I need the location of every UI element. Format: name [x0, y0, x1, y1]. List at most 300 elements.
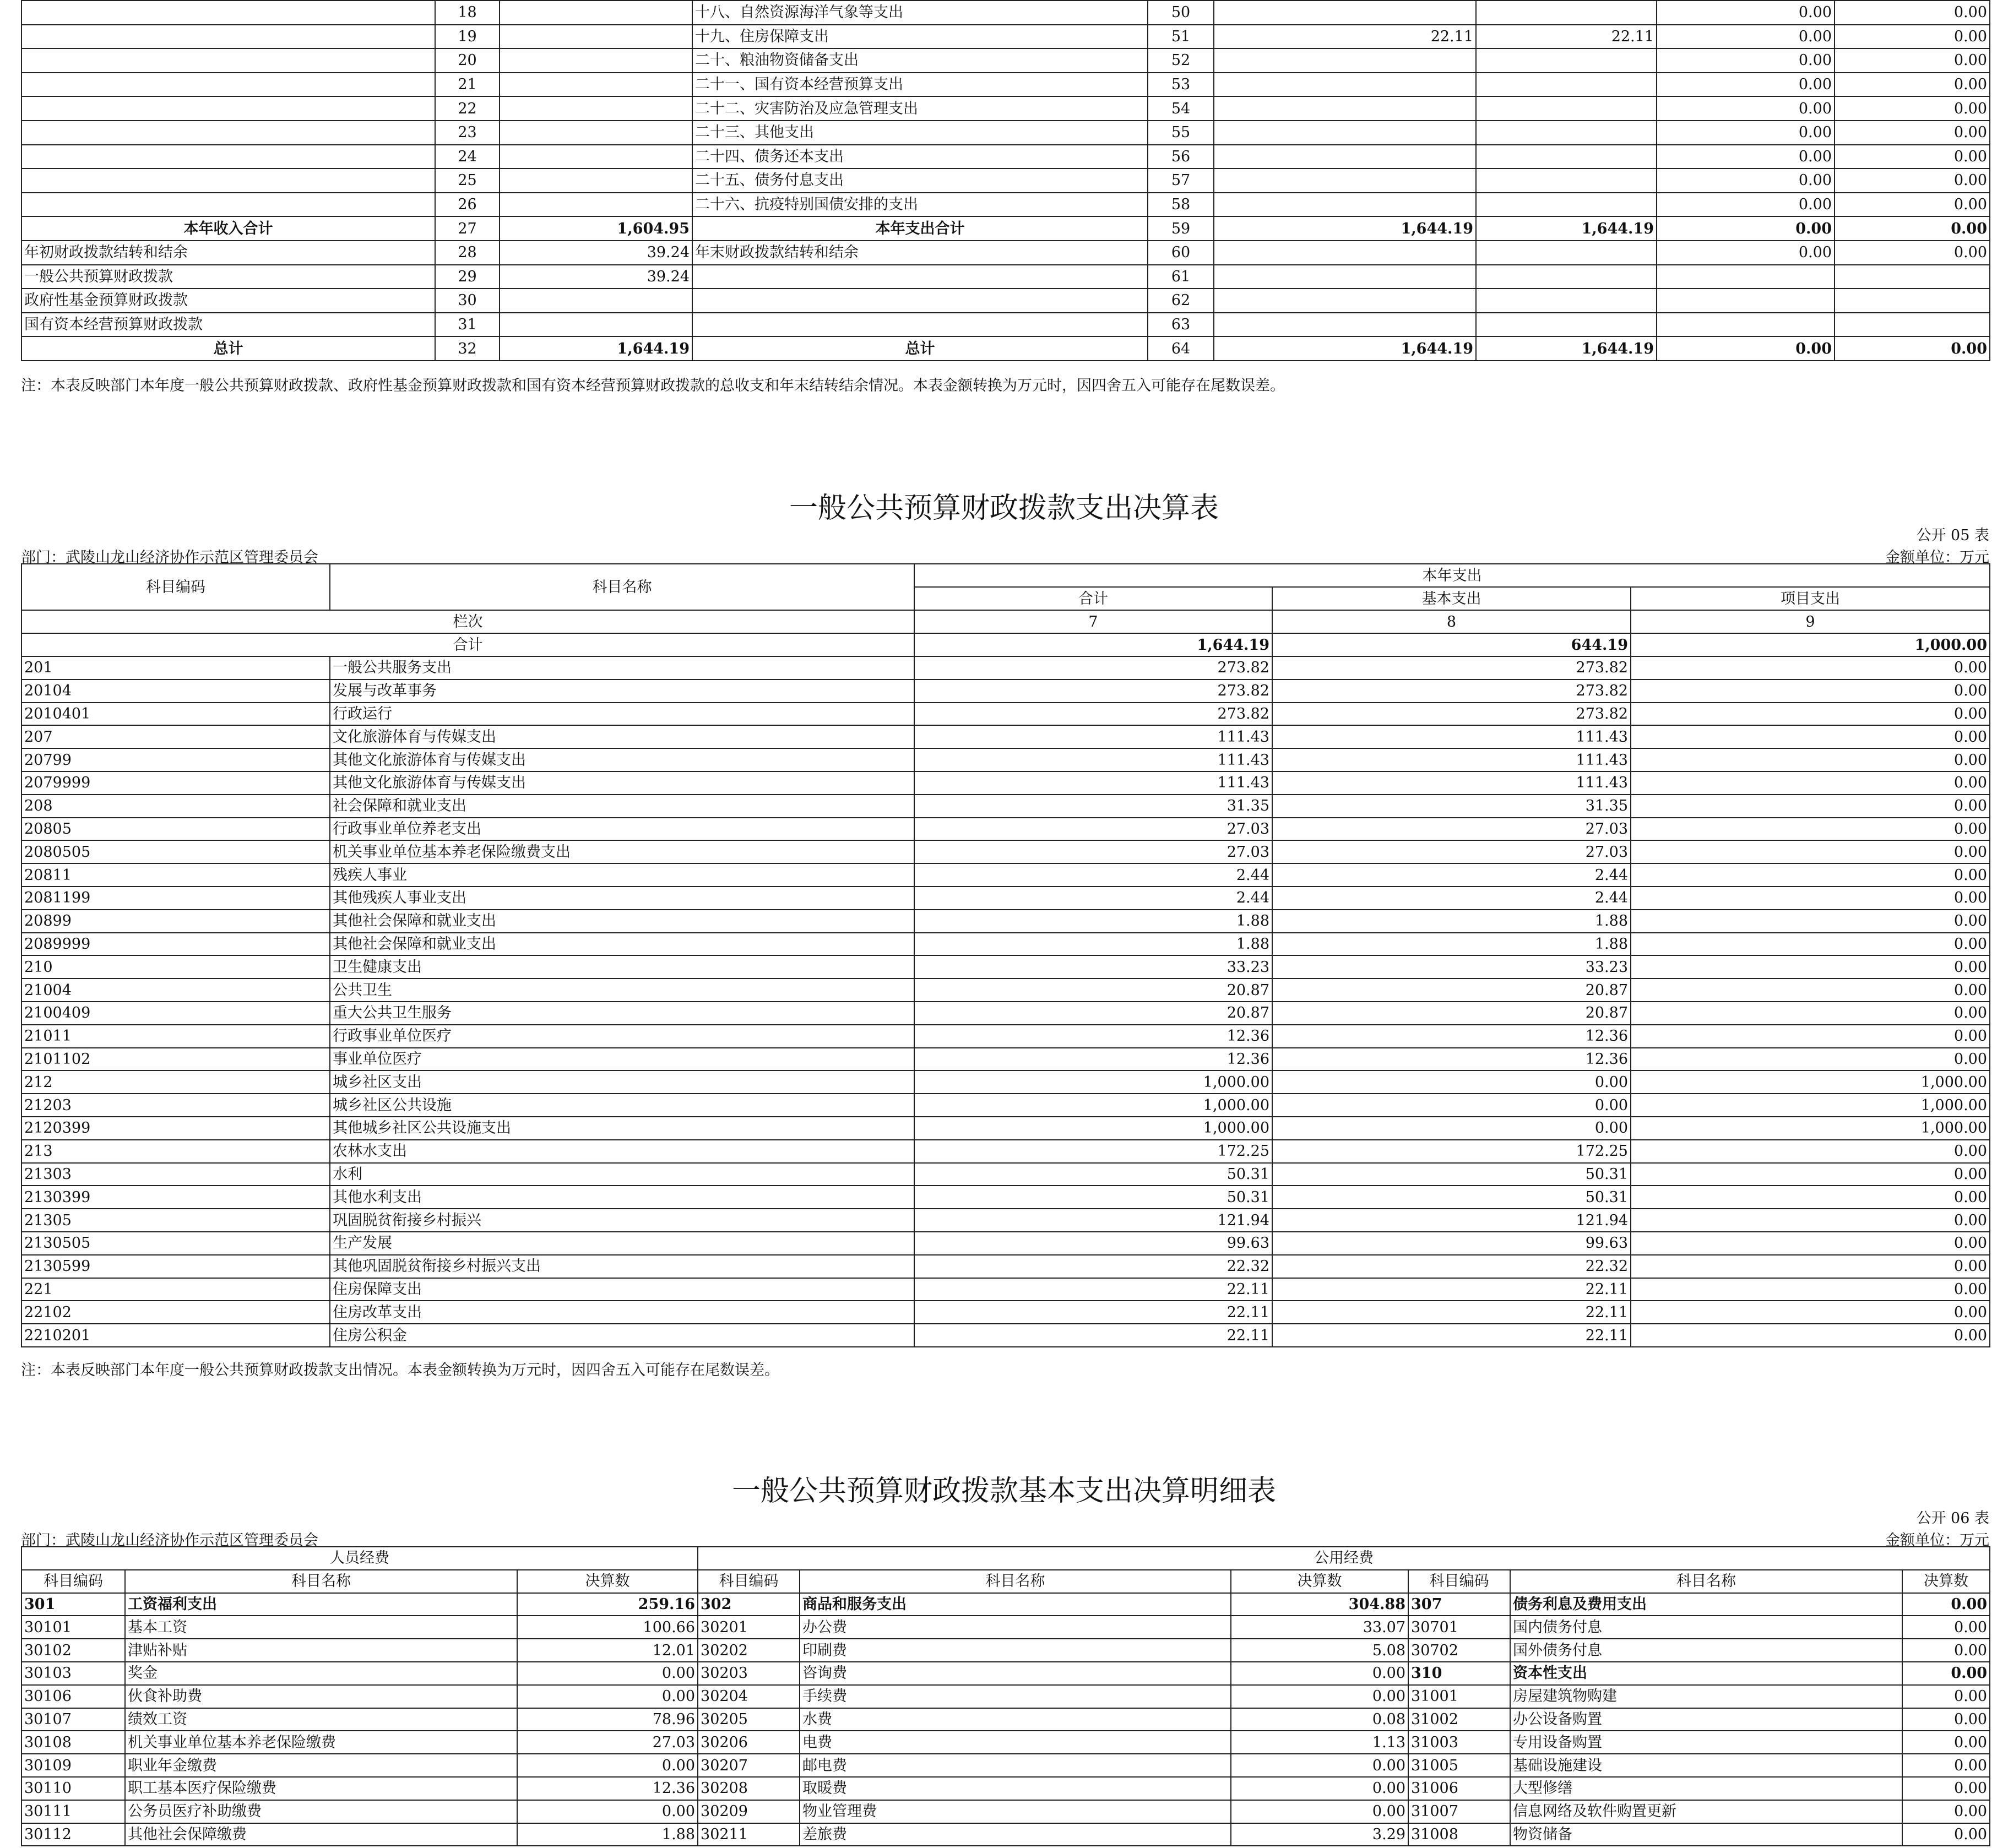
- personnel-subject-name: 基本工资: [125, 1616, 517, 1639]
- public-amount: 1.13: [1231, 1731, 1408, 1754]
- personnel-subject-code: 30103: [21, 1662, 125, 1685]
- table-row: [21, 933, 1990, 956]
- public-amount: 33.07: [1231, 1616, 1408, 1639]
- revenue-line-no: 32: [435, 336, 500, 361]
- basic-amount: 22.11: [1272, 1278, 1631, 1301]
- expenditure-total: [1214, 169, 1476, 193]
- sum-project: 1,000.00: [1631, 633, 1990, 656]
- total-amount: 273.82: [914, 656, 1272, 680]
- column-index-7: 7: [914, 610, 1272, 633]
- subject-code: 2089999: [21, 933, 330, 956]
- basic-amount: 27.03: [1272, 840, 1631, 863]
- expenditure-item: 二十二、灾害防治及应急管理支出: [692, 96, 1148, 121]
- table-row: [21, 73, 1990, 97]
- fund-budget-amount: 0.00: [1657, 121, 1835, 145]
- header-subject-name: 科目名称: [125, 1570, 517, 1593]
- revenue-line-no: 21: [435, 73, 500, 97]
- basic-expenditure-detail-body: [21, 1593, 1990, 1846]
- revenue-item: [21, 121, 435, 145]
- public-amount: 0.00: [1231, 1777, 1408, 1800]
- revenue-amount: 39.24: [500, 265, 692, 289]
- revenue-item: [21, 73, 435, 97]
- subject-name: 生产发展: [330, 1232, 914, 1255]
- header-personnel-expenses: 人员经费: [21, 1547, 698, 1570]
- project-amount: 0.00: [1631, 979, 1990, 1002]
- personnel-subject-name: 其他社会保障缴费: [125, 1823, 517, 1846]
- expenditure-line-no: 60: [1148, 241, 1214, 265]
- subject-name: 行政事业单位医疗: [330, 1025, 914, 1048]
- revenue-line-no: 30: [435, 289, 500, 313]
- expenditure-item: 二十三、其他支出: [692, 121, 1148, 145]
- table2-code: 公开 05 表: [1916, 527, 1989, 544]
- subject-code: 212: [21, 1070, 330, 1094]
- table-row: [21, 193, 1990, 217]
- expenditure-total: 22.11: [1214, 25, 1476, 49]
- general-budget-amount: [1476, 73, 1657, 97]
- revenue-line-no: 24: [435, 145, 500, 169]
- public-other-amount: 0.00: [1902, 1708, 1990, 1731]
- revenue-line-no: 18: [435, 1, 500, 25]
- public-other-subject-code: 30701: [1408, 1616, 1510, 1639]
- subject-code: 20811: [21, 863, 330, 887]
- revenue-line-no: 31: [435, 313, 500, 337]
- general-budget-amount: [1476, 48, 1657, 73]
- public-subject-name: 商品和服务支出: [800, 1593, 1231, 1616]
- project-amount: 0.00: [1631, 1255, 1990, 1278]
- basic-amount: 22.11: [1272, 1301, 1631, 1324]
- revenue-item: [21, 25, 435, 49]
- expenditure-item: 总计: [692, 336, 1148, 361]
- sum-basic: 644.19: [1272, 633, 1631, 656]
- public-subject-code: 30211: [698, 1823, 800, 1846]
- public-subject-name: 办公费: [800, 1616, 1231, 1639]
- table-row: [21, 145, 1990, 169]
- public-subject-name: 取暖费: [800, 1777, 1231, 1800]
- basic-amount: 31.35: [1272, 795, 1631, 818]
- table-row: [21, 1301, 1990, 1324]
- revenue-line-no: 25: [435, 169, 500, 193]
- revenue-amount: [500, 48, 692, 73]
- fund-budget-amount: 0.00: [1657, 145, 1835, 169]
- table-row: [21, 771, 1990, 795]
- revenue-line-no: 22: [435, 96, 500, 121]
- project-amount: 0.00: [1631, 1209, 1990, 1232]
- subject-name: 残疾人事业: [330, 863, 914, 887]
- header-total: 合计: [914, 587, 1272, 610]
- subject-name: 行政运行: [330, 703, 914, 726]
- table-row: [21, 1117, 1990, 1140]
- table-row: [21, 725, 1990, 748]
- expenditure-line-no: 52: [1148, 48, 1214, 73]
- public-other-subject-code: 31005: [1408, 1754, 1510, 1777]
- fund-budget-amount: 0.00: [1657, 73, 1835, 97]
- basic-amount: 2.44: [1272, 863, 1631, 887]
- expenditure-total: [1214, 48, 1476, 73]
- public-amount: 0.00: [1231, 1754, 1408, 1777]
- table1-note: 注：本表反映部门本年度一般公共预算财政拨款、政府性基金预算财政拨款和国有资本经营预算财政拨款的总收支和年末结转结余情况。本表金额转换为万元时，因四舍五入可能存在尾数误差。: [21, 377, 1285, 394]
- table-row: [21, 1163, 1990, 1186]
- state-capital-amount: 0.00: [1835, 1, 1990, 25]
- general-budget-amount: 22.11: [1476, 25, 1657, 49]
- subject-name: 其他城乡社区公共设施支出: [330, 1117, 914, 1140]
- public-other-subject-name: 大型修缮: [1510, 1777, 1902, 1800]
- table-row: [21, 1140, 1990, 1163]
- sum-label: 合计: [21, 633, 914, 656]
- revenue-line-no: 20: [435, 48, 500, 73]
- expenditure-total: [1214, 73, 1476, 97]
- personnel-amount: 27.03: [517, 1731, 698, 1754]
- table2-note: 注：本表反映部门本年度一般公共预算财政拨款支出情况。本表金额转换为万元时，因四舍五入可能存在尾数误差。: [21, 1362, 779, 1379]
- project-amount: 0.00: [1631, 1048, 1990, 1071]
- fund-budget-amount: 0.00: [1657, 96, 1835, 121]
- total-amount: 20.87: [914, 1002, 1272, 1025]
- subject-code: 208: [21, 795, 330, 818]
- personnel-amount: 100.66: [517, 1616, 698, 1639]
- table-row: [21, 313, 1990, 337]
- basic-amount: 1.88: [1272, 933, 1631, 956]
- table-row: [21, 1708, 1990, 1731]
- general-budget-amount: [1476, 193, 1657, 217]
- public-amount: 3.29: [1231, 1823, 1408, 1846]
- basic-amount: 1.88: [1272, 910, 1631, 933]
- sum-total: 1,644.19: [914, 633, 1272, 656]
- public-other-amount: 0.00: [1902, 1754, 1990, 1777]
- public-other-amount: 0.00: [1902, 1639, 1990, 1662]
- subject-name: 其他水利支出: [330, 1186, 914, 1209]
- public-other-subject-code: 31006: [1408, 1777, 1510, 1800]
- subject-code: 21303: [21, 1163, 330, 1186]
- personnel-subject-code: 30109: [21, 1754, 125, 1777]
- public-other-subject-code: 31002: [1408, 1708, 1510, 1731]
- revenue-item: 一般公共预算财政拨款: [21, 265, 435, 289]
- total-amount: 50.31: [914, 1163, 1272, 1186]
- revenue-line-no: 28: [435, 241, 500, 265]
- expenditure-total: [1214, 1, 1476, 25]
- revenue-item: 本年收入合计: [21, 216, 435, 241]
- public-amount: 5.08: [1231, 1639, 1408, 1662]
- header-column-index: 栏次: [21, 610, 914, 633]
- subject-name: 行政事业单位养老支出: [330, 818, 914, 841]
- table-row: [21, 336, 1990, 361]
- basic-amount: 111.43: [1272, 748, 1631, 771]
- personnel-amount: 259.16: [517, 1593, 698, 1616]
- public-subject-code: 30206: [698, 1731, 800, 1754]
- expenditure-item: 二十五、债务付息支出: [692, 169, 1148, 193]
- revenue-amount: [500, 1, 692, 25]
- total-amount: 33.23: [914, 955, 1272, 979]
- expenditure-item: 十九、住房保障支出: [692, 25, 1148, 49]
- personnel-subject-code: 30111: [21, 1800, 125, 1823]
- subject-name: 一般公共服务支出: [330, 656, 914, 680]
- public-other-subject-name: 债务利息及费用支出: [1510, 1593, 1902, 1616]
- public-other-amount: 0.00: [1902, 1685, 1990, 1708]
- state-capital-amount: 0.00: [1835, 145, 1990, 169]
- expenditure-total: [1214, 241, 1476, 265]
- subject-code: 20805: [21, 818, 330, 841]
- public-subject-name: 咨询费: [800, 1662, 1231, 1685]
- subject-code: 2080505: [21, 840, 330, 863]
- expenditure-line-no: 62: [1148, 289, 1214, 313]
- expenditure-total: 1,644.19: [1214, 216, 1476, 241]
- total-amount: 1,000.00: [914, 1094, 1272, 1117]
- header-subject-code: 科目编码: [21, 564, 330, 610]
- public-amount: 0.08: [1231, 1708, 1408, 1731]
- project-amount: 0.00: [1631, 863, 1990, 887]
- total-amount: 2.44: [914, 887, 1272, 910]
- personnel-subject-name: 津贴补贴: [125, 1639, 517, 1662]
- public-amount: 0.00: [1231, 1800, 1408, 1823]
- project-amount: 0.00: [1631, 933, 1990, 956]
- project-amount: 0.00: [1631, 771, 1990, 795]
- state-capital-amount: 0.00: [1835, 241, 1990, 265]
- subject-code: 2130599: [21, 1255, 330, 1278]
- personnel-subject-name: 工资福利支出: [125, 1593, 517, 1616]
- public-other-amount: 0.00: [1902, 1731, 1990, 1754]
- basic-amount: 273.82: [1272, 703, 1631, 726]
- subject-code: 207: [21, 725, 330, 748]
- general-budget-amount: [1476, 145, 1657, 169]
- public-subject-code: 30201: [698, 1616, 800, 1639]
- expenditure-total: [1214, 121, 1476, 145]
- table-row: [21, 1662, 1990, 1685]
- total-amount: 27.03: [914, 818, 1272, 841]
- table-row: [21, 818, 1990, 841]
- table-row: [21, 1278, 1990, 1301]
- table-row: [21, 955, 1990, 979]
- expenditure-item: [692, 313, 1148, 337]
- subject-code: 21004: [21, 979, 330, 1002]
- expenditure-line-no: 57: [1148, 169, 1214, 193]
- table-row: [21, 863, 1990, 887]
- total-amount: 12.36: [914, 1025, 1272, 1048]
- basic-amount: 273.82: [1272, 656, 1631, 680]
- total-amount: 1.88: [914, 933, 1272, 956]
- subject-name: 文化旅游体育与传媒支出: [330, 725, 914, 748]
- table-row: [21, 1754, 1990, 1777]
- subject-code: 2210201: [21, 1324, 330, 1347]
- column-index-9: 9: [1631, 610, 1990, 633]
- revenue-item: 年初财政拨款结转和结余: [21, 241, 435, 265]
- total-amount: 27.03: [914, 840, 1272, 863]
- table-row: [21, 1255, 1990, 1278]
- total-amount: 12.36: [914, 1048, 1272, 1071]
- subject-name: 其他社会保障和就业支出: [330, 910, 914, 933]
- personnel-subject-code: 30108: [21, 1731, 125, 1754]
- expenditure-line-no: 51: [1148, 25, 1214, 49]
- public-subject-name: 差旅费: [800, 1823, 1231, 1846]
- public-subject-name: 手续费: [800, 1685, 1231, 1708]
- subject-code: 2010401: [21, 703, 330, 726]
- project-amount: 0.00: [1631, 725, 1990, 748]
- public-other-subject-name: 信息网络及软件购置更新: [1510, 1800, 1902, 1823]
- project-amount: 0.00: [1631, 656, 1990, 680]
- total-amount: 1,000.00: [914, 1117, 1272, 1140]
- public-subject-name: 物业管理费: [800, 1800, 1231, 1823]
- personnel-subject-code: 30107: [21, 1708, 125, 1731]
- header-amount: 决算数: [1902, 1570, 1990, 1593]
- personnel-subject-name: 绩效工资: [125, 1708, 517, 1731]
- table-row: [21, 656, 1990, 680]
- personnel-subject-code: 30106: [21, 1685, 125, 1708]
- expenditure-line-no: 64: [1148, 336, 1214, 361]
- revenue-item: [21, 169, 435, 193]
- public-amount: 0.00: [1231, 1662, 1408, 1685]
- expenditure-total: [1214, 265, 1476, 289]
- revenue-amount: [500, 193, 692, 217]
- revenue-item: [21, 48, 435, 73]
- personnel-subject-name: 机关事业单位基本养老保险缴费: [125, 1731, 517, 1754]
- subject-code: 2100409: [21, 1002, 330, 1025]
- state-capital-amount: [1835, 289, 1990, 313]
- table-row: [21, 1232, 1990, 1255]
- project-amount: 0.00: [1631, 748, 1990, 771]
- project-amount: 0.00: [1631, 680, 1990, 703]
- table-row: [21, 289, 1990, 313]
- expenditure-total: [1214, 145, 1476, 169]
- table-row: [21, 241, 1990, 265]
- table-row: [21, 748, 1990, 771]
- header-subject-name: 科目名称: [330, 564, 914, 610]
- table-row: [21, 1, 1990, 25]
- public-subject-code: 30208: [698, 1777, 800, 1800]
- revenue-amount: 1,644.19: [500, 336, 692, 361]
- subject-name: 住房改革支出: [330, 1301, 914, 1324]
- public-other-subject-name: 基础设施建设: [1510, 1754, 1902, 1777]
- public-other-subject-name: 专用设备购置: [1510, 1731, 1902, 1754]
- fund-budget-amount: 0.00: [1657, 1, 1835, 25]
- table-row: [21, 795, 1990, 818]
- header-subject-code: 科目编码: [1408, 1570, 1510, 1593]
- table-row: [21, 840, 1990, 863]
- fund-budget-amount: 0.00: [1657, 25, 1835, 49]
- table-row: [21, 1823, 1990, 1846]
- fund-budget-amount: 0.00: [1657, 169, 1835, 193]
- public-other-subject-code: 30702: [1408, 1639, 1510, 1662]
- general-budget-amount: 1,644.19: [1476, 336, 1657, 361]
- subject-code: 20104: [21, 680, 330, 703]
- general-budget-amount: [1476, 289, 1657, 313]
- state-capital-amount: 0.00: [1835, 216, 1990, 241]
- subject-code: 201: [21, 656, 330, 680]
- personnel-subject-code: 30112: [21, 1823, 125, 1846]
- total-amount: 172.25: [914, 1140, 1272, 1163]
- subject-name: 机关事业单位基本养老保险缴费支出: [330, 840, 914, 863]
- subject-code: 22102: [21, 1301, 330, 1324]
- table-row: [21, 1685, 1990, 1708]
- total-amount: 273.82: [914, 703, 1272, 726]
- total-amount: 1,000.00: [914, 1070, 1272, 1094]
- revenue-item: 国有资本经营预算财政拨款: [21, 313, 435, 337]
- table-row: [21, 48, 1990, 73]
- personnel-amount: 0.00: [517, 1685, 698, 1708]
- subject-code: 20799: [21, 748, 330, 771]
- header-current-year-expenditure: 本年支出: [914, 564, 1990, 587]
- revenue-amount: [500, 169, 692, 193]
- expenditure-table: [21, 563, 1990, 1347]
- basic-amount: 20.87: [1272, 1002, 1631, 1025]
- expenditure-line-no: 54: [1148, 96, 1214, 121]
- basic-expenditure-detail-table: [21, 1546, 1990, 1846]
- expenditure-line-no: 55: [1148, 121, 1214, 145]
- revenue-amount: [500, 25, 692, 49]
- basic-amount: 12.36: [1272, 1048, 1631, 1071]
- project-amount: 0.00: [1631, 955, 1990, 979]
- subject-code: 213: [21, 1140, 330, 1163]
- public-other-subject-name: 资本性支出: [1510, 1662, 1902, 1685]
- personnel-subject-code: 30110: [21, 1777, 125, 1800]
- subject-code: 2130399: [21, 1186, 330, 1209]
- table-row: [21, 265, 1990, 289]
- revenue-item: [21, 145, 435, 169]
- general-budget-amount: [1476, 96, 1657, 121]
- basic-amount: 20.87: [1272, 979, 1631, 1002]
- public-other-subject-code: 31008: [1408, 1823, 1510, 1846]
- public-amount: 0.00: [1231, 1685, 1408, 1708]
- project-amount: 0.00: [1631, 1278, 1990, 1301]
- revenue-amount: [500, 145, 692, 169]
- subject-code: 221: [21, 1278, 330, 1301]
- header-subject-code: 科目编码: [21, 1570, 125, 1593]
- basic-amount: 2.44: [1272, 887, 1631, 910]
- column-index-8: 8: [1272, 610, 1631, 633]
- public-other-subject-name: 办公设备购置: [1510, 1708, 1902, 1731]
- expenditure-line-no: 50: [1148, 1, 1214, 25]
- total-amount: 273.82: [914, 680, 1272, 703]
- table-row: [21, 1048, 1990, 1071]
- subject-name: 农林水支出: [330, 1140, 914, 1163]
- subject-code: 21011: [21, 1025, 330, 1048]
- general-budget-amount: [1476, 1, 1657, 25]
- project-amount: 0.00: [1631, 1324, 1990, 1347]
- basic-amount: 50.31: [1272, 1163, 1631, 1186]
- subject-code: 21305: [21, 1209, 330, 1232]
- project-amount: 0.00: [1631, 840, 1990, 863]
- table-row: [21, 979, 1990, 1002]
- expenditure-table-body: [21, 656, 1990, 1347]
- subject-code: 2079999: [21, 771, 330, 795]
- project-amount: 0.00: [1631, 1163, 1990, 1186]
- header-basic: 基本支出: [1272, 587, 1631, 610]
- table-row: [21, 121, 1990, 145]
- expenditure-total: [1214, 313, 1476, 337]
- total-amount: 111.43: [914, 725, 1272, 748]
- expenditure-item: 二十六、抗疫特别国债安排的支出: [692, 193, 1148, 217]
- revenue-expenditure-table-body: [21, 1, 1990, 361]
- project-amount: 0.00: [1631, 1232, 1990, 1255]
- table-row: [21, 96, 1990, 121]
- revenue-item: 总计: [21, 336, 435, 361]
- revenue-item: [21, 1, 435, 25]
- basic-amount: 50.31: [1272, 1186, 1631, 1209]
- expenditure-item: 十八、自然资源海洋气象等支出: [692, 1, 1148, 25]
- fund-budget-amount: [1657, 313, 1835, 337]
- subject-name: 住房公积金: [330, 1324, 914, 1347]
- fund-budget-amount: 0.00: [1657, 48, 1835, 73]
- public-subject-name: 水费: [800, 1708, 1231, 1731]
- project-amount: 1,000.00: [1631, 1094, 1990, 1117]
- expenditure-line-no: 61: [1148, 265, 1214, 289]
- subject-name: 城乡社区公共设施: [330, 1094, 914, 1117]
- revenue-line-no: 27: [435, 216, 500, 241]
- revenue-item: [21, 96, 435, 121]
- public-other-subject-name: 房屋建筑物购建: [1510, 1685, 1902, 1708]
- basic-amount: 273.82: [1272, 680, 1631, 703]
- total-amount: 121.94: [914, 1209, 1272, 1232]
- table-row: [21, 1025, 1990, 1048]
- basic-amount: 111.43: [1272, 771, 1631, 795]
- basic-amount: 22.11: [1272, 1324, 1631, 1347]
- basic-amount: 27.03: [1272, 818, 1631, 841]
